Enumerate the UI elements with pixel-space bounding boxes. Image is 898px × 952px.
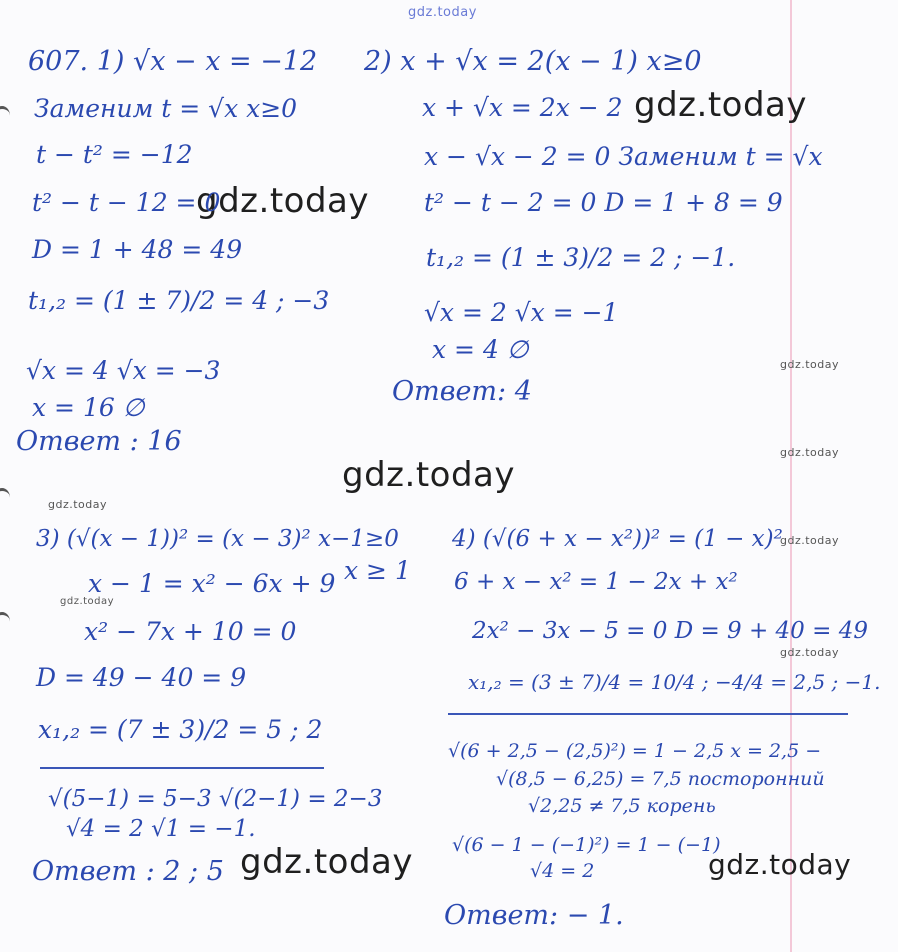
problem-3-answer: Ответ : 2 ; 5 [32,856,224,887]
binder-hole [0,612,10,631]
problem-4-line: √4 = 2 [530,860,595,882]
problem-3-line: 3) (√(x − 1))² = (x − 3)² x−1≥0 [36,526,399,552]
problem-1-line: x = 16 ∅ [32,393,145,422]
watermark: gdz.today [780,358,840,371]
problem-1-answer: Ответ : 16 [16,426,182,457]
problem-1-line: t₁,₂ = (1 ± 7)/2 = 4 ; −3 [28,286,330,315]
problem-4-line: x₁,₂ = (3 ± 7)/4 = 10/4 ; −4/4 = 2,5 ; −1. [468,670,881,694]
problem-1-line: Заменим t = √x x≥0 [34,94,298,123]
problem-4-line: √(6 + 2,5 − (2,5)²) = 1 − 2,5 x = 2,5 − [448,740,822,762]
problem-3-line: x₁,₂ = (7 ± 3)/2 = 5 ; 2 [38,715,323,744]
problem-1-line: √x = 4 √x = −3 [26,356,221,385]
watermark: gdz.today [780,534,840,547]
watermark: gdz.today [708,848,852,881]
problem-4-line: √2,25 ≠ 7,5 корень [528,795,716,817]
separator-line [448,713,848,715]
problem-4-line: √(8,5 − 6,25) = 7,5 посторонний [496,768,825,790]
problem-2-line: t₁,₂ = (1 ± 3)/2 = 2 ; −1. [426,243,736,272]
problem-1-line: D = 1 + 48 = 49 [32,235,243,264]
problem-3-line: x − 1 = x² − 6x + 9 [88,569,336,598]
problem-4-line: 6 + x − x² = 1 − 2x + x² [454,569,738,595]
problem-3-line: √(5−1) = 5−3 √(2−1) = 2−3 [48,786,383,812]
problem-3-line: x ≥ 1 [344,556,411,585]
problem-3-line: √4 = 2 √1 = −1. [66,816,256,842]
problem-2-answer: Ответ: 4 [392,376,532,407]
separator-line [40,767,324,769]
problem-3-line: D = 49 − 40 = 9 [36,663,247,692]
watermark: gdz.today [342,455,515,495]
watermark: gdz.today [780,646,840,659]
watermark: gdz.today [240,842,413,882]
watermark: gdz.today [196,181,369,221]
binder-hole [0,106,10,125]
problem-2-line: x = 4 ∅ [432,335,529,364]
problem-1-line: t − t² = −12 [36,140,193,169]
problem-1-line: t² − t − 12 = 0 [32,188,221,217]
watermark: gdz.today [634,85,807,125]
watermark: gdz.today [48,498,108,511]
problem-2-line: x − √x − 2 = 0 Заменим t = √x [424,142,823,171]
problem-4-line: 2x² − 3x − 5 = 0 D = 9 + 40 = 49 [472,618,868,644]
problem-2-line: t² − t − 2 = 0 D = 1 + 8 = 9 [424,188,783,217]
problem-1-line: 607. 1) √x − x = −12 [28,46,318,77]
watermark: gdz.today [408,5,477,20]
watermark: gdz.today [780,446,840,459]
watermark: gdz.today [60,596,115,607]
problem-4-line: 4) (√(6 + x − x²))² = (1 − x)² [452,526,783,552]
problem-3-line: x² − 7x + 10 = 0 [84,617,297,646]
binder-hole [0,488,10,507]
problem-2-line: 2) x + √x = 2(x − 1) x≥0 [364,46,702,77]
problem-4-answer: Ответ: − 1. [444,900,624,931]
problem-2-line: x + √x = 2x − 2 [422,93,623,122]
problem-4-line: √(6 − 1 − (−1)²) = 1 − (−1) [452,834,721,856]
problem-2-line: √x = 2 √x = −1 [424,298,619,327]
